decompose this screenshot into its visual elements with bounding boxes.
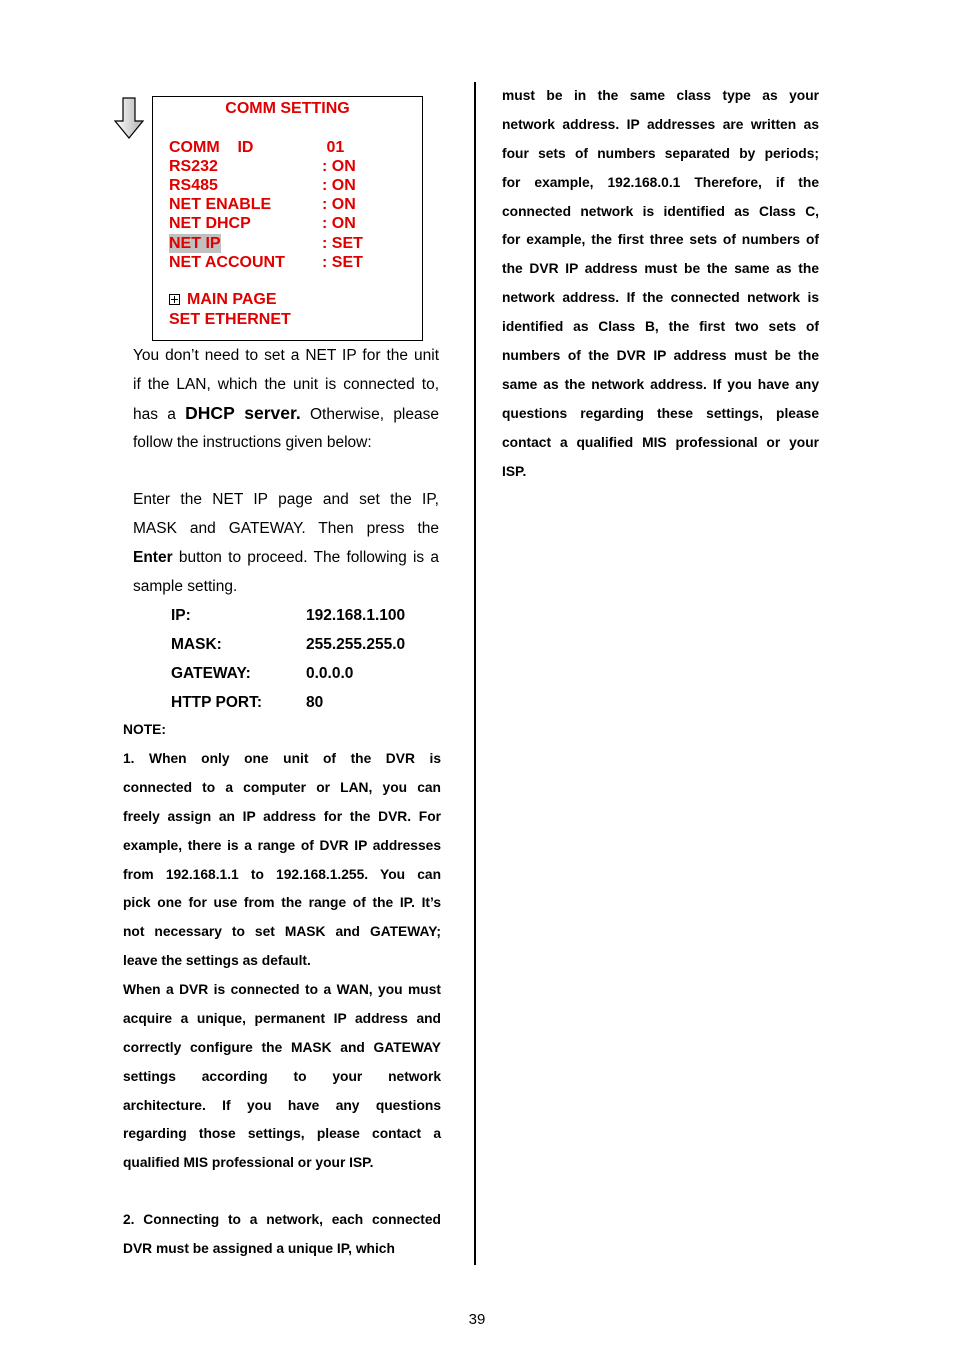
menu-row-label: NET IP xyxy=(169,234,221,252)
text-line: DVR must be assigned a unique IP, which xyxy=(123,1240,395,1256)
main-page-label: MAIN PAGE xyxy=(187,291,277,308)
text-line: follow the instructions given below: xyxy=(133,434,372,451)
text-line: connected to a computer or LAN, you can xyxy=(123,779,441,795)
text-line: four sets of numbers separated by periods; xyxy=(502,145,819,161)
text-line: not necessary to set MASK and GATEWAY; xyxy=(123,924,441,940)
setting-key: MASK: xyxy=(171,636,222,653)
text-fragment: has a xyxy=(133,406,186,423)
text-line: sample setting. xyxy=(133,578,238,595)
text-line: ISP. xyxy=(502,463,527,479)
menu-row-label: NET DHCP xyxy=(169,215,251,233)
note-2-paragraph xyxy=(123,1206,441,1264)
text-line: from 192.168.1.1 to 192.168.1.255. You can xyxy=(123,866,441,882)
text-line: contact a qualified MIS professional or your xyxy=(502,434,819,450)
text-line: for example, 192.168.0.1 Therefore, if the xyxy=(502,174,819,190)
text-line: freely assign an IP address for the DVR. For xyxy=(123,808,441,824)
instructions-paragraph xyxy=(133,485,439,601)
text-line: for example, the first three sets of numbers of xyxy=(502,232,819,248)
text-line: example, there is a range of DVR IP addresses xyxy=(123,837,441,853)
text-line: must be in the same class type as your xyxy=(502,88,819,103)
text-line: numbers of the DVR IP address must be the xyxy=(502,348,819,364)
setting-row xyxy=(171,688,431,717)
intro-paragraph xyxy=(133,341,439,457)
text-line: MASK and GATEWAY. Then press the xyxy=(133,520,439,537)
setting-value: 0.0.0.0 xyxy=(306,665,354,682)
menu-row-value: : ON xyxy=(322,177,356,195)
setting-value: 192.168.1.100 xyxy=(306,607,406,624)
sample-settings-list xyxy=(171,601,431,717)
setting-key: HTTP PORT: xyxy=(171,694,262,711)
text-line: 1. When only one unit of the DVR is xyxy=(123,751,441,766)
main-page-item[interactable] xyxy=(169,290,276,309)
menu-row-value: : SET xyxy=(322,234,363,252)
text-line: pick one for use from the range of the IP. It’s xyxy=(123,895,441,911)
menu-row-value: : ON xyxy=(322,215,356,233)
text-line: network address. IP addresses are written as xyxy=(502,116,819,132)
dhcp-server-emphasis: DHCP server. xyxy=(185,403,301,423)
text-fragment: button to proceed. The following is a xyxy=(172,549,439,566)
setting-key: IP: xyxy=(171,607,191,624)
menu-row-label: NET ACCOUNT xyxy=(169,253,285,271)
text-line: the DVR IP address must be the same as the xyxy=(502,261,819,277)
text-line: if the LAN, which the unit is connected to, xyxy=(133,376,439,393)
text-line: questions regarding these settings, please xyxy=(502,405,819,421)
text-line xyxy=(133,399,439,428)
text-line: settings according to your network xyxy=(123,1068,441,1084)
menu-row-value: : SET xyxy=(322,253,363,271)
menu-row-value: 01 xyxy=(322,139,345,156)
page-number: 39 xyxy=(468,1311,486,1328)
text-line: architecture. If you have any questions xyxy=(123,1097,441,1113)
setting-value: 255.255.255.0 xyxy=(306,636,406,653)
text-line xyxy=(133,543,439,572)
text-line: correctly configure the MASK and GATEWAY xyxy=(123,1039,441,1055)
expand-icon xyxy=(169,294,180,305)
menu-row-value: : ON xyxy=(322,196,356,214)
text-line: regarding those settings, please contact a xyxy=(123,1126,441,1142)
menu-row-label: RS232 xyxy=(169,158,218,176)
note-1-paragraph xyxy=(123,745,441,976)
setting-row xyxy=(171,601,431,630)
menu-title: COMM SETTING xyxy=(225,100,350,117)
text-line: identified as Class B, the first two sets of xyxy=(502,319,819,335)
setting-row xyxy=(171,630,431,659)
text-line: Enter the NET IP page and set the IP, xyxy=(133,491,439,508)
setting-key: GATEWAY: xyxy=(171,665,251,682)
text-line: network address. If the connected network is xyxy=(502,290,819,306)
text-line: You don’t need to set a NET IP for the unit xyxy=(133,347,439,364)
text-line: When a DVR is connected to a WAN, you must xyxy=(123,982,441,997)
text-fragment: Otherwise, please xyxy=(300,406,439,423)
note-1-wan-paragraph xyxy=(123,976,441,1178)
note-label: NOTE: xyxy=(123,722,166,737)
text-line: acquire a unique, permanent IP address and xyxy=(123,1010,441,1026)
setting-value: 80 xyxy=(306,694,324,711)
down-arrow-icon xyxy=(114,97,144,139)
menu-row-label: RS485 xyxy=(169,177,218,195)
menu-row-value: : ON xyxy=(322,158,356,176)
text-line: same as the network address. If you have any xyxy=(502,376,819,392)
right-column-paragraph xyxy=(502,82,819,486)
menu-row-label: COMM ID xyxy=(169,139,254,156)
comm-setting-menu xyxy=(152,96,423,341)
text-line: 2. Connecting to a network, each connected xyxy=(123,1212,441,1227)
text-line: leave the settings as default. xyxy=(123,953,311,969)
setting-row xyxy=(171,659,431,688)
menu-row-label: NET ENABLE xyxy=(169,196,272,214)
column-divider xyxy=(474,82,476,1265)
text-line: qualified MIS professional or your ISP. xyxy=(123,1155,374,1171)
set-ethernet-label: SET ETHERNET xyxy=(169,311,291,328)
text-line: connected network is identified as Class C, xyxy=(502,203,819,219)
enter-button-emphasis: Enter xyxy=(133,549,173,566)
